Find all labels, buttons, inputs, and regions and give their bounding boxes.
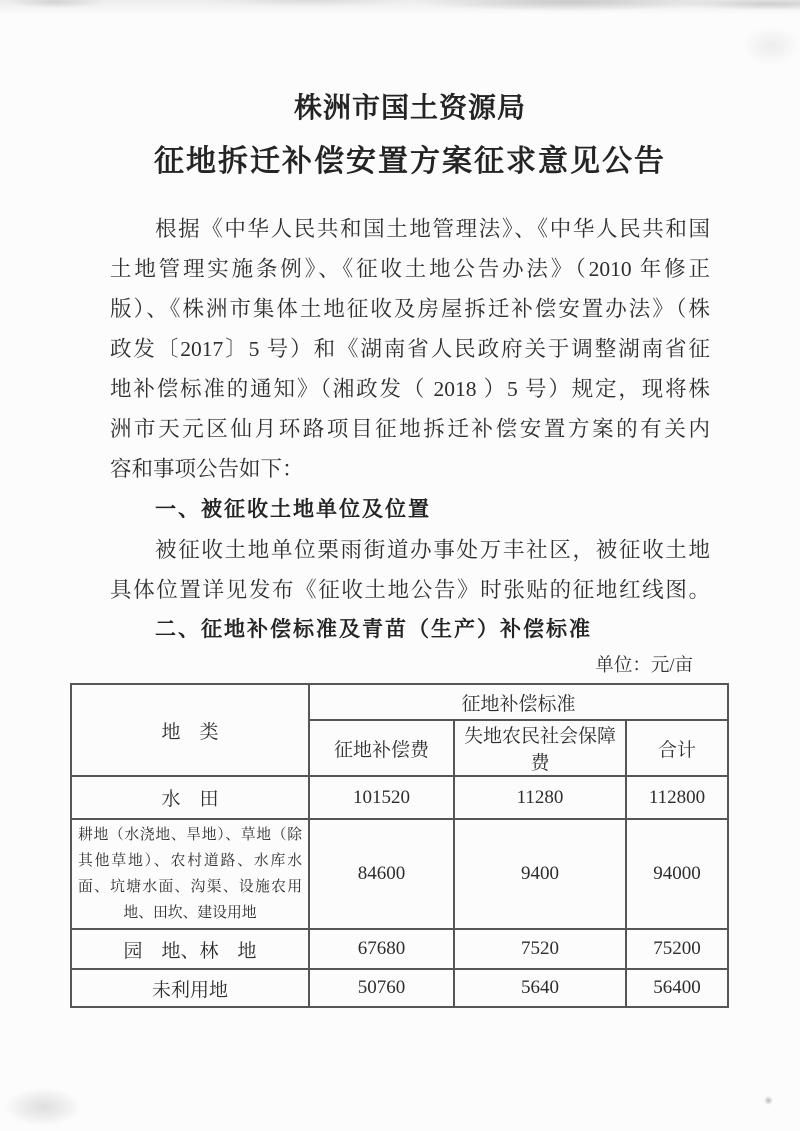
cell-total: 56400	[626, 969, 728, 1007]
header-cell-standard-group: 征地补偿标准	[309, 684, 728, 720]
paragraph-line: 政发〔2017〕5 号）和《湖南省人民政府关于调整湖南省征	[110, 337, 710, 361]
header-cell-land-class: 地 类	[71, 684, 309, 776]
cell-line: 耕地（水浇地、旱地）、草地（除	[78, 827, 302, 843]
cell-land-class: 园 地、林 地	[71, 929, 309, 969]
compensation-table	[70, 683, 729, 1008]
scan-speck-bottom-right	[764, 1096, 773, 1105]
cell-line: 其他草地）、农村道路、水库水	[78, 853, 302, 869]
header-cell-fee: 征地补偿费	[309, 720, 454, 776]
section-heading-2: 二、征地补偿标准及青苗（生产）补偿标准	[155, 618, 592, 641]
table-row	[71, 776, 728, 819]
table-row	[71, 969, 728, 1007]
cell-land-class	[71, 819, 309, 929]
cell-line: 地、田坎、建设用地	[123, 905, 257, 921]
document-title-line2: 征地拆迁补偿安置方案征求意见公告	[154, 145, 666, 178]
paragraph-line: 被征收土地单位栗雨街道办事处万丰社区，被征收土地	[155, 538, 710, 562]
table-row	[71, 819, 728, 929]
paragraph-line: 根据《中华人民共和国土地管理法》、《中华人民共和国	[155, 217, 710, 241]
cell-social: 9400	[454, 819, 626, 929]
scan-smudge-bottom-left	[4, 1088, 82, 1126]
scan-noise-top	[0, 0, 800, 20]
cell-fee: 84600	[309, 819, 454, 929]
header-cell-social: 失地农民社会保障费	[454, 720, 626, 776]
paragraph-legal-basis	[110, 209, 710, 489]
paragraph-line: 容和事项公告如下：	[110, 457, 304, 481]
cell-line: 面、坑塘水面、沟渠、设施农用	[78, 879, 302, 895]
paragraph-line: 土地管理实施条例》、《征收土地公告办法》（2010 年修正	[110, 257, 710, 281]
section-heading-1: 一、被征收土地单位及位置	[155, 498, 431, 521]
paragraph-land-location	[110, 530, 710, 610]
header-cell-total: 合计	[626, 720, 728, 776]
table-row	[71, 929, 728, 969]
paragraph-line: 洲市天元区仙月环路项目征地拆迁补偿安置方案的有关内	[110, 417, 710, 441]
paragraph-line: 地补偿标准的通知》（湘政发（ 2018 ）5 号）规定，现将株	[110, 377, 710, 401]
cell-land-class: 未利用地	[71, 969, 309, 1007]
cell-social: 5640	[454, 969, 626, 1007]
cell-total: 94000	[626, 819, 728, 929]
paragraph-line: 具体位置详见发布《征收土地公告》时张贴的征地红线图。	[110, 578, 710, 602]
paragraph-line: 版）、《株洲市集体土地征收及房屋拆迁补偿安置办法》（株	[110, 297, 710, 321]
cell-fee: 101520	[309, 776, 454, 819]
cell-social: 11280	[454, 776, 626, 819]
table-header-row-group	[71, 684, 728, 720]
cell-fee: 67680	[309, 929, 454, 969]
table-unit-label: 单位：元/亩	[595, 656, 693, 676]
cell-social: 7520	[454, 929, 626, 969]
cell-total: 75200	[626, 929, 728, 969]
document-title-line1: 株洲市国土资源局	[293, 93, 526, 124]
cell-total: 112800	[626, 776, 728, 819]
cell-land-class: 水 田	[71, 776, 309, 819]
cell-fee: 50760	[309, 969, 454, 1007]
scan-shade-top-right	[742, 26, 800, 66]
